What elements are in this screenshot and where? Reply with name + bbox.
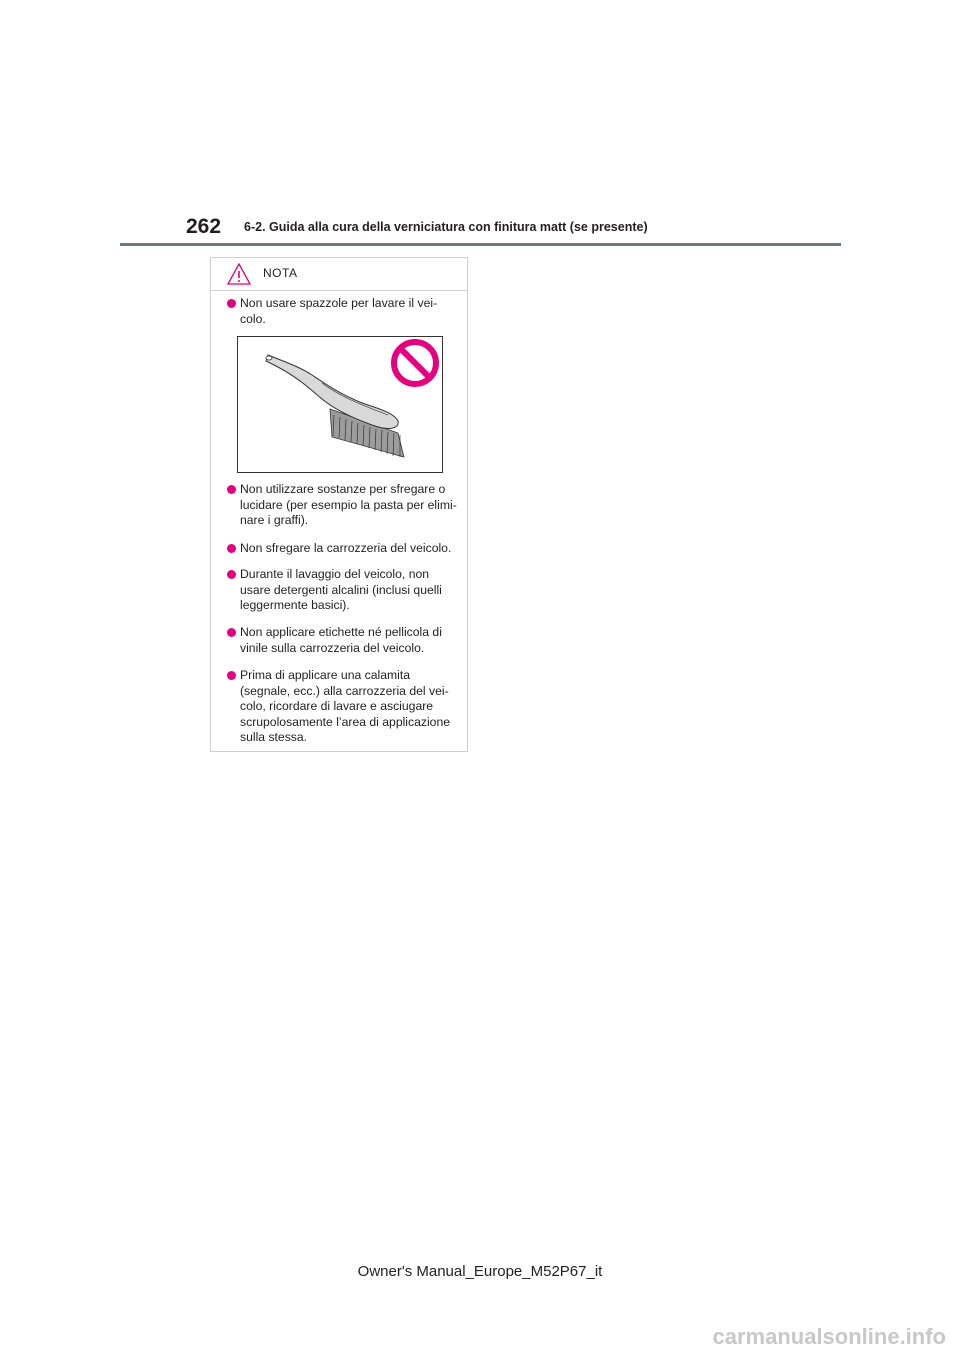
note-header [211,258,467,291]
note-item: Non utilizzare sostanze per sfregare o lucidare (per esempio la pasta per elimi- nare i graffi). [227,482,459,529]
note-item: Durante il lavaggio del veicolo, non usare detergenti alcalini (inclusi quelli leggermente basici). [227,567,459,614]
warning-icon [226,262,252,286]
bullet-icon [227,671,236,680]
note-item: Non applicare etichette né pellicola di vinile sulla carrozzeria del veicolo. [227,625,459,656]
footer-text: Owner's Manual_Europe_M52P67_it [357,1263,603,1280]
bullet-icon [227,570,236,579]
note-item: Non usare spazzole per lavare il vei- colo. [227,296,459,327]
section-title: 6-2. Guida alla cura della verniciatura con finitura matt (se presente) [244,220,648,234]
bullet-icon [227,628,236,637]
header-divider [120,243,841,246]
brush-illustration [237,336,443,473]
page-number: 262 [186,215,222,238]
brush-prohibited-icon [238,337,442,472]
watermark: carmanualsonline.info [712,1324,946,1349]
bullet-icon [227,544,236,553]
note-label: NOTA [263,266,298,280]
bullet-icon [227,485,236,494]
note-item: Non sfregare la carrozzeria del veicolo. [227,541,459,557]
bullet-icon [227,299,236,308]
note-box [210,257,468,752]
note-item: Prima di applicare una calamita (segnale, ecc.) alla carrozzeria del vei- colo, ricordare di lavare e asciugare scrupolosamente l’area di applicazione sulla stessa. [227,668,459,746]
